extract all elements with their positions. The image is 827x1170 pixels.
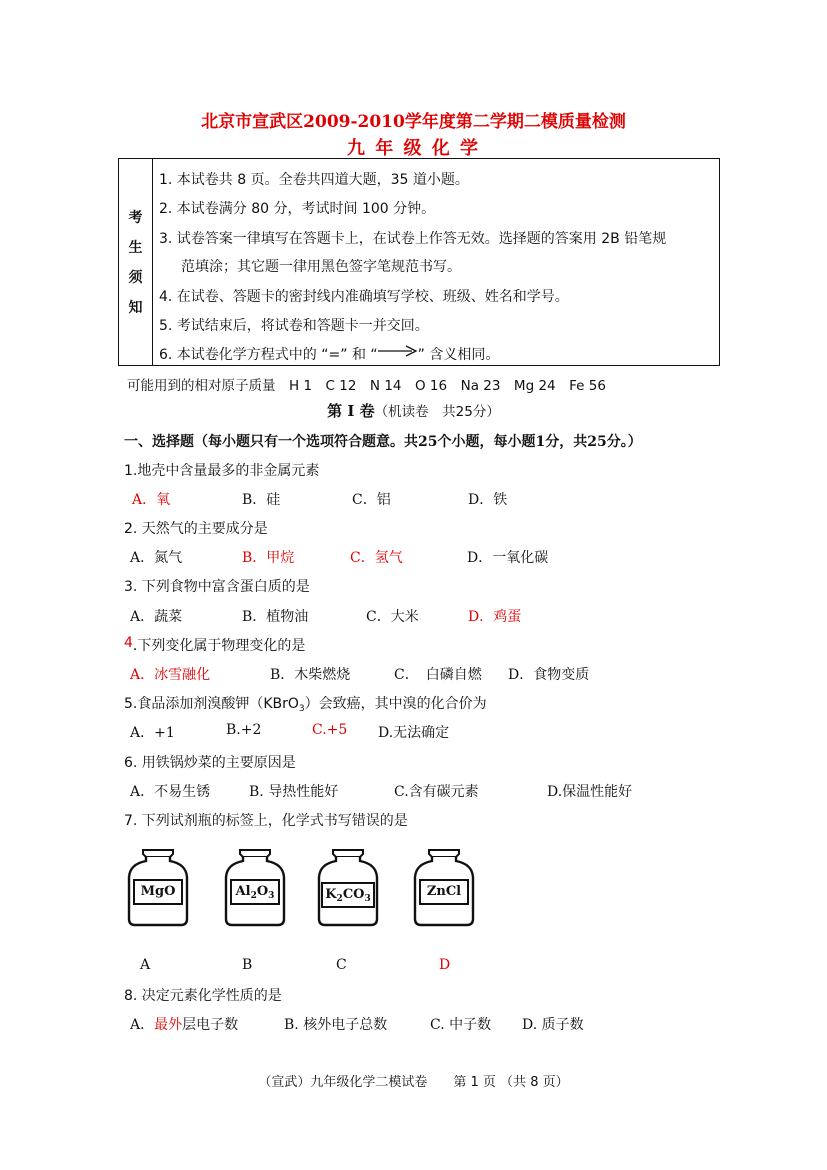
notice-item: 1. 本试卷共 8 页。全卷共四道大题，35 道小题。 <box>159 172 469 188</box>
bottle-label: MgO <box>140 884 176 899</box>
notice-item <box>159 344 499 364</box>
option-d: D.无法确定 <box>378 725 450 741</box>
option-b: B.+2 <box>226 722 262 738</box>
option-d: D. 质子数 <box>522 1017 584 1033</box>
notice-item: 3. 试卷答案一律填写在答题卡上，在试卷上作答无效。选择题的答案用 2B 铅笔规 <box>159 231 667 247</box>
question-stem-text: .下列变化属于物理变化的是 <box>132 638 306 654</box>
notice-head-char: 须 <box>128 270 143 286</box>
option-d: D．一氧化碳 <box>467 550 549 566</box>
notice-heading <box>119 159 153 365</box>
question-stem: 2. 天然气的主要成分是 <box>124 521 268 537</box>
option-c: C．氢气 <box>350 550 403 566</box>
question-stem: 7. 下列试剂瓶的标签上，化学式书写错误的是 <box>124 813 408 829</box>
notice-head-char: 生 <box>128 240 143 256</box>
notice-head-char: 知 <box>128 300 143 316</box>
bottle-label: ZnCl <box>426 884 462 899</box>
option-d: D．铁 <box>468 492 508 508</box>
option-a <box>130 1014 238 1034</box>
exam-subtitle: 九 年 级 化 学 <box>346 138 481 159</box>
option-a: A．冰雪融化 <box>130 667 211 683</box>
notice-item-text: 6. 本试卷化学方程式中的 “=” 和 “ <box>159 347 378 363</box>
option-a: A．+1 <box>130 725 175 741</box>
option-c: C.+5 <box>312 722 348 738</box>
bottle-letter: A <box>140 957 151 973</box>
part1-title: 第 I 卷 <box>327 402 375 420</box>
option-b: B．植物油 <box>242 609 309 625</box>
section1-heading: 一、选择题（每小题只有一个选项符合题意。共25个小题，每小题1分，共25分。） <box>124 434 642 450</box>
notice-item: 4. 在试卷、答题卡的密封线内准确填写学校、班级、姓名和学号。 <box>159 289 569 305</box>
option-a: A．不易生锈 <box>130 784 211 800</box>
label-part: O <box>256 884 269 899</box>
bottle-letter: D <box>439 957 451 973</box>
option-a: A．蔬菜 <box>130 609 183 625</box>
option-c: C.含有碳元素 <box>394 784 479 800</box>
formula-subscript: 3 <box>268 891 275 901</box>
question-stem-text: ）会致癌，其中溴的化合价为 <box>304 696 487 712</box>
option-c: C． 白磷自燃 <box>394 667 482 683</box>
option-c: C. 中子数 <box>430 1017 492 1033</box>
notice-item-text: ” 含义相同。 <box>417 347 500 363</box>
formula-subscript: 2 <box>250 891 257 901</box>
exam-title: 北京市宣武区2009-2010学年度第二学期二模质量检测 <box>201 112 626 132</box>
notice-item: 5. 考试结束后，将试卷和答题卡一并交回。 <box>159 318 429 334</box>
part1-heading <box>0 400 827 421</box>
option-b: B. 导热性能好 <box>249 784 339 800</box>
question-stem <box>124 693 487 714</box>
option-c: C．大米 <box>366 609 419 625</box>
question-stem: 8. 决定元素化学性质的是 <box>124 988 282 1004</box>
notice-item: 范填涂；其它题一律用黑色签字笔规范书写。 <box>181 259 461 275</box>
atomic-masses: 可能用到的相对原子质量 H 1 C 12 N 14 O 16 Na 23 Mg 24 Fe 56 <box>127 378 606 394</box>
option-d: D．食物变质 <box>508 667 590 683</box>
part1-note: （机读卷 共25分） <box>374 404 500 420</box>
option-highlight: 最外 <box>154 1017 183 1033</box>
notice-item: 2. 本试卷满分 80 分，考试时间 100 分钟。 <box>159 201 436 217</box>
label-part: Al <box>235 884 251 899</box>
bottle-letter: B <box>242 957 253 973</box>
bottle-label <box>231 884 279 901</box>
option-d: D．鸡蛋 <box>468 609 522 625</box>
bottle-label <box>322 887 374 904</box>
formula-subscript: 2 <box>336 894 343 904</box>
option-b: B．木柴燃烧 <box>270 667 351 683</box>
page-footer: （宣武）九年级化学二模试卷 第 1 页 （共 8 页） <box>258 1075 569 1090</box>
option-c: C．铝 <box>352 492 391 508</box>
option-text: 层电子数 <box>182 1017 239 1033</box>
option-letter: A． <box>130 1017 155 1033</box>
bottle-letter: C <box>336 957 347 973</box>
question-stem: 1.地壳中含量最多的非金属元素 <box>124 463 320 479</box>
formula-subscript: 3 <box>298 704 305 714</box>
formula-subscript: 3 <box>364 894 371 904</box>
notice-box <box>118 158 720 366</box>
option-d: D.保温性能好 <box>547 784 633 800</box>
reaction-arrow-icon <box>378 345 418 357</box>
notice-head-char: 考 <box>128 210 143 226</box>
question-stem-text: 5.食品添加剂溴酸钾（KBrO <box>124 696 299 712</box>
option-b: B．甲烷 <box>242 550 295 566</box>
question-stem <box>124 635 305 655</box>
question-stem: 3. 下列食物中富含蛋白质的是 <box>124 579 310 595</box>
option-b: B. 核外电子总数 <box>284 1017 388 1033</box>
question-stem: 6. 用铁锅炒菜的主要原因是 <box>124 755 296 771</box>
question-number: 4 <box>124 635 133 651</box>
option-b: B．硅 <box>242 492 281 508</box>
option-a: A．氧 <box>132 492 171 508</box>
label-part: K <box>325 887 337 902</box>
label-part: CO <box>342 887 365 902</box>
option-a: A．氮气 <box>130 550 183 566</box>
